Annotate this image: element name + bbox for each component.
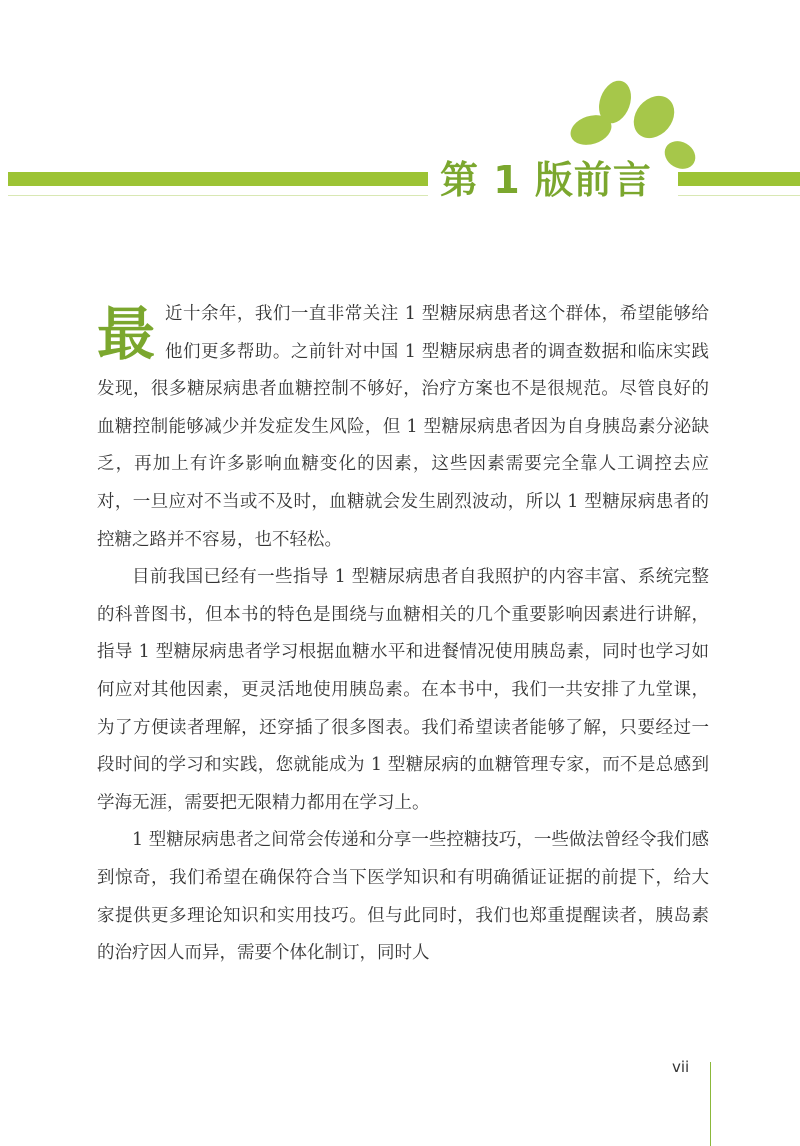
header-bar-right	[678, 172, 800, 186]
page-title: 第 1 版前言	[440, 158, 652, 202]
leaf-icon	[625, 88, 682, 146]
paragraph-3: 1 型糖尿病患者之间常会传递和分享一些控糖技巧，一些做法曾经令我们感到惊奇，我们希望在确保符合当下医学知识和有明确循证证据的前提下，给大家提供更多理论知识和实用技巧。但与此同时，我们也郑重提醒读者，胰岛素的治疗因人而异，需要个体化制订，同时人	[97, 830, 709, 964]
header-bar-left	[8, 172, 428, 186]
paragraph-1-text: 近十余年，我们一直非常关注 1 型糖尿病患者这个群体，希望能够给他们更多帮助。之前针对中国 1 型糖尿病患者的调查数据和临床实践发现，很多糖尿病患者血糖控制不够好，治疗方案也不是很规范。尽管良好的血糖控制能够减少并发症发生风险，但 1 型糖尿病患者因为自身胰岛素分泌缺乏，再加上有许多影响血糖变化的因素，这些因素需要完全靠人工调控去应对，一旦应对不当或不及时，血糖就会发生剧烈波动，所以 1 型糖尿病患者的控糖之路并不容易，也不轻松。	[97, 304, 709, 550]
preface-body	[97, 296, 709, 973]
header-line-right	[678, 195, 800, 196]
paragraph-2: 目前我国已经有一些指导 1 型糖尿病患者自我照护的内容丰富、系统完整的科普图书，但本书的特色是围绕与血糖相关的几个重要影响因素进行讲解，指导 1 型糖尿病患者学习根据血糖水平和进餐情况使用胰岛素，同时也学习如何应对其他因素，更灵活地使用胰岛素。在本书中，我们一共安排了九堂课，为了方便读者理解，还穿插了很多图表。我们希望读者能够了解，只要经过一段时间的学习和实践，您就能成为 1 型糖尿病的血糖管理专家，而不是总感到学海无涯，需要把无限精力都用在学习上。	[97, 567, 709, 813]
page-number: vii	[672, 1058, 690, 1076]
paragraph-1	[97, 296, 709, 559]
page-number-rule	[710, 1062, 711, 1146]
header-line-left	[8, 195, 428, 196]
drop-cap: 最	[97, 300, 156, 368]
